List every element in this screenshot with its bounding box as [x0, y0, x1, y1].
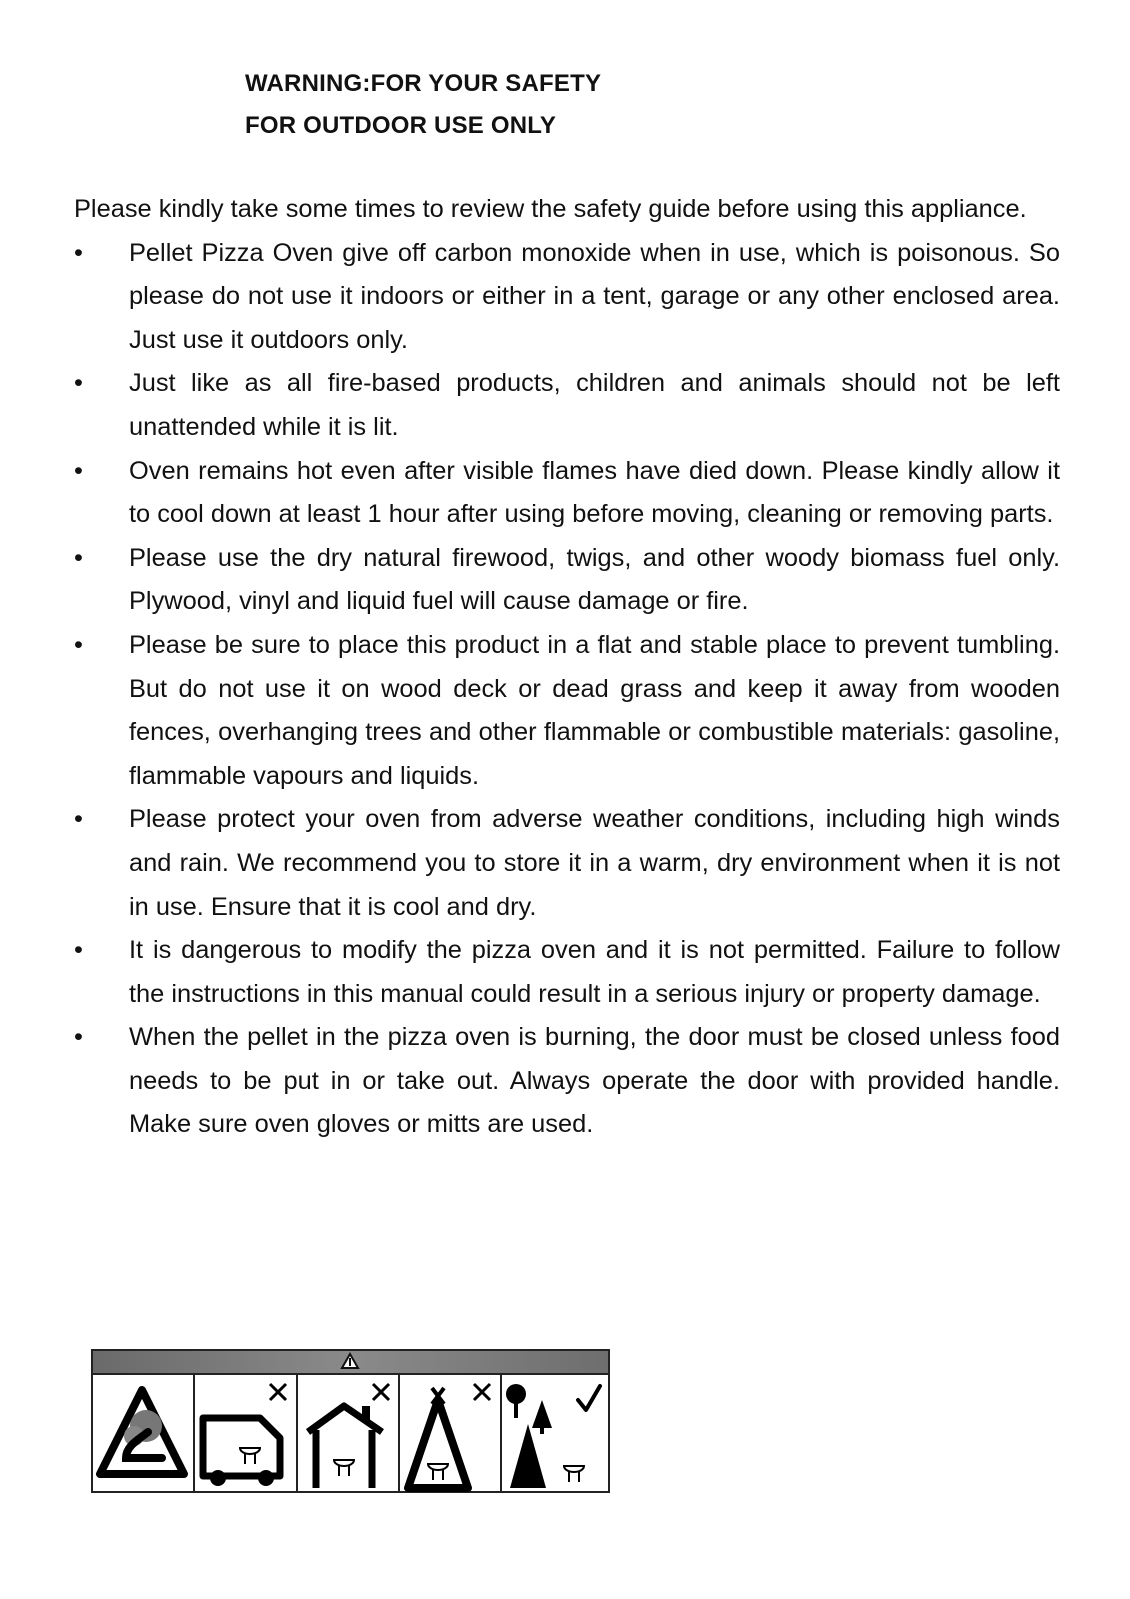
list-item-text: When the pellet in the pizza oven is burning, the door must be closed unless food needs to be put in or take out. Always operate the door with provided handle. Make sure oven gloves or mitts are used. [129, 1023, 1060, 1139]
safety-guide-body [74, 188, 1060, 1147]
list-item [74, 362, 1060, 449]
list-item [74, 537, 1060, 624]
list-item-text: Just like as all fire-based products, children and animals should not be left unattended while it is lit. [129, 369, 1060, 441]
list-item-text: It is dangerous to modify the pizza oven and it is not permitted. Failure to follow the instructions in this manual could result in a serious injury or property damage. [129, 936, 1060, 1008]
list-item [74, 232, 1060, 363]
list-item [74, 1016, 1060, 1147]
signs-header-bar [92, 1350, 609, 1374]
outdoor-use-heading: FOR OUTDOOR USE ONLY [245, 112, 557, 139]
safety-signs-panel [90, 1348, 611, 1494]
intro-paragraph: Please kindly take some times to review the safety guide before using this appliance. [74, 195, 1027, 223]
bullet-icon: • [74, 936, 83, 965]
list-item-text: Please be sure to place this product in a flat and stable place to prevent tumbling. But do not use it on wood deck or dead grass and keep it away from wooden fences, overhanging trees and other flammable or combustible materials: gasoline, flammable vapours and liquids. [129, 630, 1060, 790]
bullet-icon: • [74, 238, 83, 267]
list-item [74, 929, 1060, 1016]
list-item-text: Please protect your oven from adverse weather conditions, including high winds and rain. We recommend you to store it in a warm, dry environment when it is not in use. Ensure that it is cool and dry. [129, 805, 1060, 921]
safety-list [74, 232, 1060, 1147]
list-item-text: Pellet Pizza Oven give off carbon monoxide when in use, which is poisonous. So please do not use it indoors or either in a tent, garage or any other enclosed area. Just use it outdoors only. [129, 238, 1060, 354]
bullet-icon: • [74, 543, 83, 572]
list-item-text: Oven remains hot even after visible flames have died down. Please kindly allow it to cool down at least 1 hour after using before moving, cleaning or removing parts. [129, 456, 1060, 529]
warning-heading: WARNING:FOR YOUR SAFETY [245, 70, 602, 97]
bullet-icon: • [74, 805, 83, 834]
bullet-icon: • [74, 456, 83, 485]
bullet-icon: • [74, 630, 83, 659]
list-item [74, 798, 1060, 929]
list-item-text: Please use the dry natural firewood, twigs, and other woody biomass fuel only. Plywood, vinyl and liquid fuel will cause damage or fire. [129, 543, 1060, 616]
bullet-icon: • [74, 1023, 83, 1052]
list-item [74, 624, 1060, 798]
list-item [74, 450, 1060, 537]
bullet-icon: • [74, 369, 83, 398]
